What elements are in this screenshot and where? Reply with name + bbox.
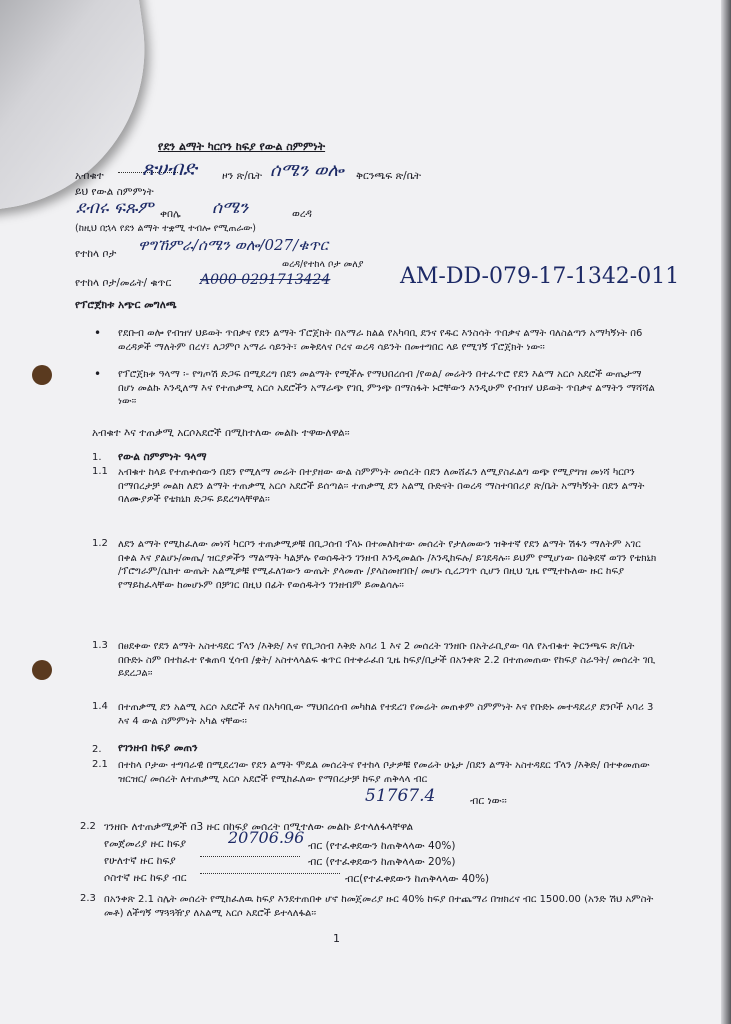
clause-text: በተጠቃሚ ደን አልሚ አርሶ አደሮች እና በአካባቢው ማህበረሰብ መካከል የተደረገ የመሬት መጠቀም ስምምነት እና የቡድኑ መተዳደሪያ ደንቦች አባሪ 3 እና 4 ውል ስምምነት አካል ናቸው፡፡ <box>118 702 654 727</box>
bullet-text: የፕሮጀክቱ ዓላማ ፡- የግጦሽ ድጋፍ በሚደረግ በደን መልማት የሚችሉ የማህበረሰብ /የወል/ መሬትን በተፈጥሮ የደን እልማ አርሶ አደሮች ውጤታማ በሆነ መልኩ እንዲለማ እና የተጠቃሚ አርሶ አደሮችን አማራጭ የገቢ ምንጭ በማስፋት ኑሮቸውን እንዲሁም የብዝሃ ህይወት ጥበቃና ልማትን ማሻሻል ነው፡፡ <box>118 369 655 407</box>
payment-row-label: የመጀመሪያ ዙር ከፍያ <box>104 838 187 850</box>
intro-line: አብቁተ እና ተጠቃሚ አርሶአደሮች በሚከተለው መልኩ ተዋውለዋል፡፡ <box>92 427 350 439</box>
handwritten-first-payment: 20706.96 <box>228 828 305 847</box>
clause-number: 2.3 <box>80 893 96 904</box>
clause-number: 1.4 <box>92 701 108 712</box>
clause-number: 2.1 <box>92 759 108 770</box>
clause-text: አብቁተ ከላይ የተጠቀሰውን በደን የሚለማ መሬት በተያዘው ውል ስምምነት መሰረት በደን ለመሸፈን ለሚያስፈልግ ወጭ የሚያግዝ መነሻ ካርቦን በማበረታቻ መልክ ለደን ልማት ተጠቃሚ አርሶ አደሮች ይሰጣል፡፡ ተጠቃሚ ደን አልሚ ቡድናት በወረዳ ማስተባበሪያ ጽ/ቤት አማካኝነት በደን ልማት ባለሙያዎች የቴክኒክ ድጋፍ ይደረግላቸዋል፡፡ <box>118 467 645 505</box>
payment-row-tail: ብር (የተፈቀደውን ከጠቅላላው 40%) <box>308 840 456 852</box>
page-number: 1 <box>333 932 340 945</box>
payment-row-label: የሁለተኛ ዙር ከፍያ <box>104 855 176 867</box>
beneficiary-note: (ከዚህ በኋላ የደን ልማት ተቋሚ ተብሎ የሚጠራው) <box>75 223 257 234</box>
document-title: የደን ልማት ካርቦን ከፍያ የውል ስምምነት <box>158 140 326 153</box>
beneficiary-mid: ቀበሌ <box>160 208 181 220</box>
handwritten-total-amount: 51767.4 <box>365 786 436 806</box>
payment-row-label: ሶስተኛ ዙር ከፍያ ብር <box>104 872 187 884</box>
section-number: 2. <box>92 744 102 755</box>
clause-number: 1.3 <box>92 640 108 651</box>
id-label: የተከላ ቦታ/መሬት/ ቁጥር <box>75 277 172 289</box>
payment-row-tail: ብር(የተፈቀደውን ከጠቅላላው 40%) <box>345 873 490 885</box>
clause-text: ለደን ልማት የሚከፈለው መነሻ ካርቦን ተጠቃሚዎቹ በቢጋሰብ ፕላኑ በተመለከተው መሰረት የታለመውን ዝቅተኛ የደን ልማት ሽፋን ማለትም አገር በቀል እና ያልሆኑ/መጤ/ ዝርያዎችን ማልማት ካልቻሉ የወሰዱትን ገንዘብ እንዲመልሱ /እንዲከፍሉ/ ይገደዳሉ፡፡ ይህም የሚሆነው በዕቅደኛ ወገን የቴክኒክ /ፕሮግራም/ሴክተ ውጤት አልሚዎቹ የሚፈለገውን ውጤት ያላመጡ /ያላስመዘገቡ/ መሆኑ ሲረጋገጥ ሲሆን በዚህ ጊዜ የሚተኩለው ዙር ከፍያ የማይከፈላቸው ከመሆኑም በቻገር በዚህ በፊት የወሰዱትን ገንዘብም ይመልሳሉ፡፡ <box>118 539 657 591</box>
payment-row-tail: ብር (የተፈቀደውን ከጠቅላላው 20%) <box>308 856 456 868</box>
handwritten-payer: ጽሀብድ <box>142 156 197 180</box>
clause-after: ብር ነው፡፡ <box>470 795 507 807</box>
section-heading: የውል ስምምነት ዓላማ <box>118 451 207 463</box>
clause-text: በአንቀጽ 2.1 ስሌት መሰረት የሚከፈለዉ ከፍያ እንደተጠበቀ ሆኖ ከመጀመሪያ ዙር 40% ከፍያ በተጨማሪ በዝክረና ብር 1500.00 (አንድ ሽህ አምስት መቶ) ለችግኝ ማጓጓዥያ ለአልሚ አርሶ አደሮች ይተላለፋል፡፡ <box>104 894 654 919</box>
clause-text: በተከላ ቦታው ተግባራዊ በሚደረገው የደን ልማት ሞዴል መሰረትና የተከላ ቦታዎቹ የመሬት ሁኔታ /በደን ልማት አስተዳደር ፕላን /እቅድ/ በተቀመጠው ዝርዝር/ መሰረት ለተጠቃሚ አርሶ አደሮች የሚከፈለው የማበረታቻ ከፍያ ጠቅላላ ብር <box>118 760 650 785</box>
section-number: 1. <box>92 452 102 463</box>
clause-text: በፀደቀው የደን ልማት አስተዳደር ፕላን /እቅድ/ እና የቢጋሰብ እቅድ አባሪ 1 እና 2 መሰረት ገንዘቡ በአትራቢያው ባለ የአብቁተ ቅርንጫፍ ጽ/ቤት በቡድኑ ስም በተከፈተ የቁጠባ ሂሳብ /ቋት/ አስተላላልፍ ቁጥር በተቀራፈበ ጊዜ ከፍያ/ቢታች በአንቀጽ 2.2 በተጠመጠው የከፍያ ስራዓት/ መሰረት ገቢ ይደረጋል፡፡ <box>118 641 656 679</box>
handwritten-kebele: ሰሜን <box>212 198 249 218</box>
beneficiary-suffix: ወረዳ <box>292 208 312 220</box>
bullet-icon: • <box>94 326 102 340</box>
clause-number: 1.1 <box>92 466 108 477</box>
handwritten-site: ዋግኸምራ/ሰሜን ወሎ/027/ቁጥር <box>138 236 329 254</box>
punch-hole <box>32 365 52 385</box>
clause-number: 1.2 <box>92 538 108 549</box>
payment-row-blank <box>200 873 340 874</box>
contract-line: ይህ የውል ስምምነት <box>75 186 154 198</box>
handwritten-beneficiary: ደብሩ ፍጹም <box>76 198 154 218</box>
bullet-text: የደቡብ ወሎ የብዝሃ ህይወት ጥበቃና የደን ልማት ፕሮጀክት በአማራ ክልል የአካባቢ ደንና የዱር እንስሳት ጥበቃና ልማት ባለስልጣን አማካኝነት በ6 ወረዳዎች ማለትም በረሃ፣ ለጋምቦ አማራ ሳይንት፣ መቅደላና ቦረና ወረዳ ሳይንት በመተግበር ላይ የሚገኝ ፕሮጀክት ነው፡፡ <box>118 328 643 353</box>
punch-hole <box>32 660 52 680</box>
payment-row-blank <box>200 856 300 857</box>
section-heading: የገንዘብ ከፍያ መጠን <box>118 742 198 754</box>
bullet-icon: • <box>94 367 102 381</box>
payer-suffix: ቅርንጫፍ ጽ/ቤት <box>356 170 422 182</box>
payer-prefix: አብቁተ <box>75 170 104 182</box>
handwritten-site-id: AM-DD-079-17-1342-011 <box>400 264 680 289</box>
handwritten-zone: ሰሜን ወሎ <box>270 160 344 181</box>
clause-text: ገንዘቡ ለተጠቃሚዎች በ3 ዙር በከፍያ መሰረት በሚተለው መልኩ ይተላለፋላቸዋል <box>104 821 414 833</box>
section-project: የፕሮጀክቱ አጭር መግለጫ <box>75 299 177 311</box>
payer-mid: ዞን ጽ/ቤት <box>222 170 263 182</box>
struck-id: A000 0291713424 <box>200 272 331 288</box>
account-label: የተከላ ቦታ <box>75 248 117 260</box>
account-note: ወረዳ/የተከላ ቦታ መለያ <box>282 259 364 270</box>
page-edge <box>721 0 731 1024</box>
clause-number: 2.2 <box>80 821 96 832</box>
